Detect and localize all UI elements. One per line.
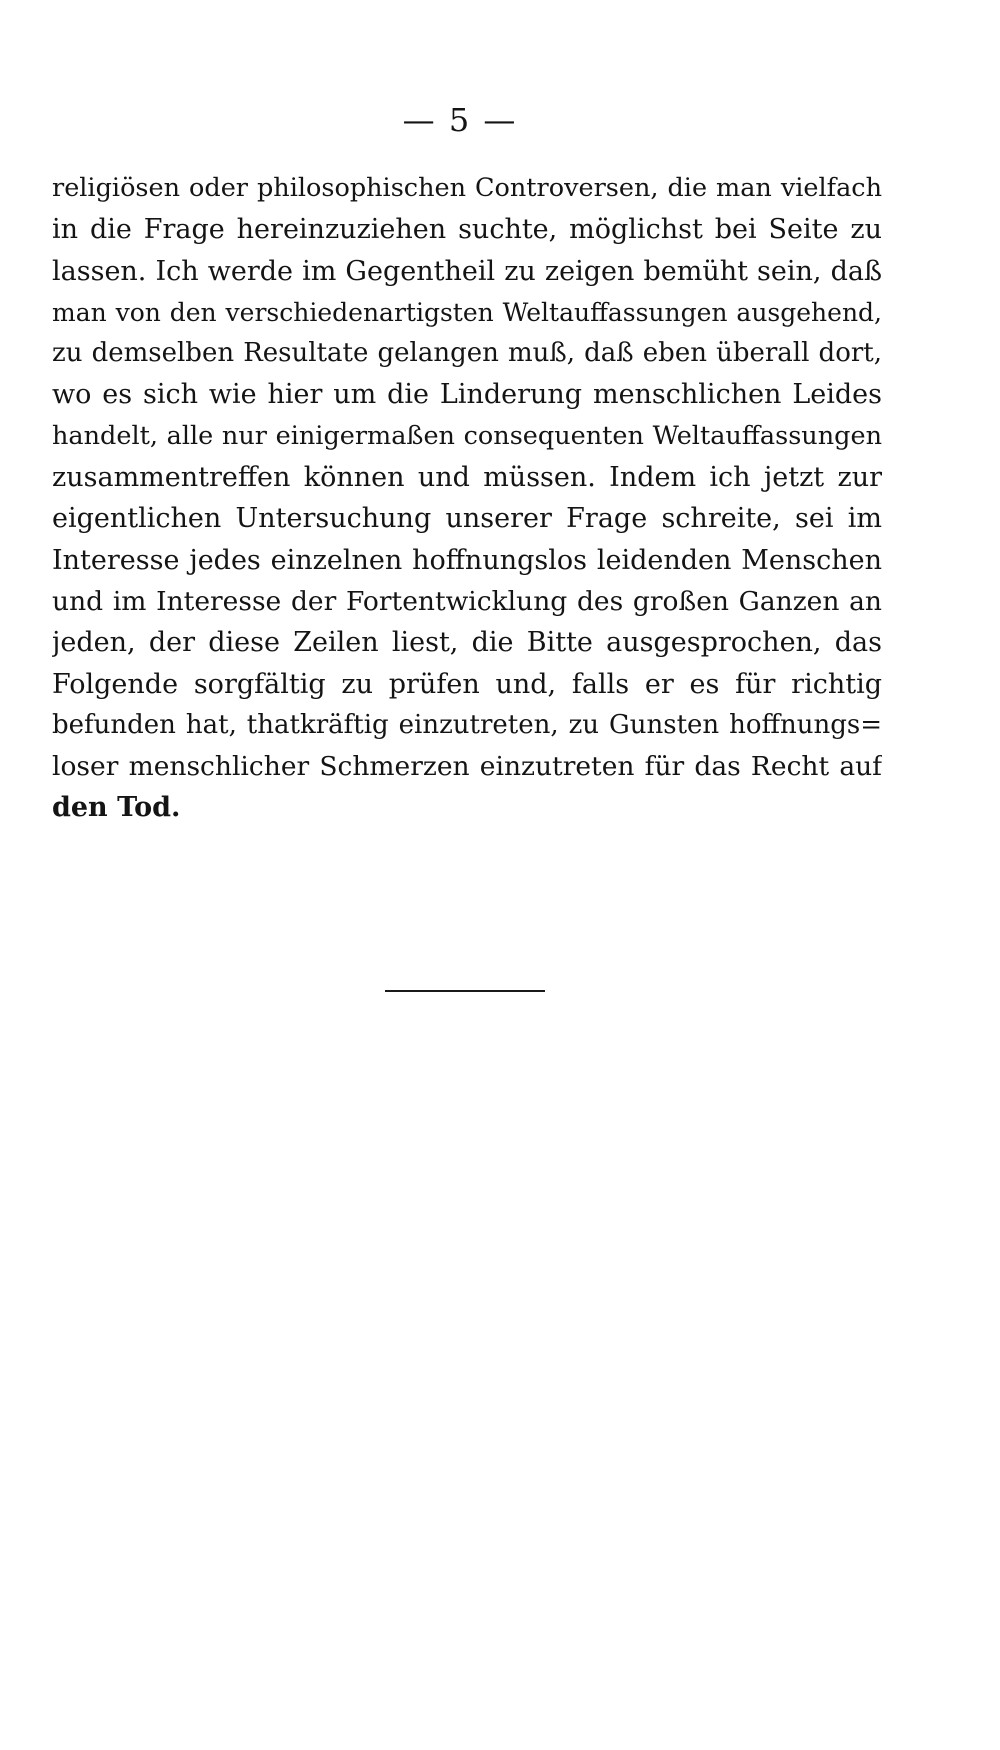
text-line: Interesse jedes einzelnen hoffnungslos leidenden Menschen [52, 544, 882, 576]
text-line: eigentlichen Untersuchung unserer Frage schreite, sei im [52, 503, 882, 535]
text-line: und im Interesse der Fortentwicklung des großen Ganzen an [52, 585, 882, 617]
text-line-final: den Tod. [52, 792, 181, 824]
text-line: befunden hat, thatkräftig einzutreten, zu Gunsten hoffnungs= [52, 709, 882, 740]
text-line: handelt, alle nur einigermaßen consequenten Weltauffassungen [52, 420, 882, 451]
text-line: lassen. Ich werde im Gegentheil zu zeigen bemüht sein, daß [52, 255, 882, 287]
text-line: in die Frage hereinzuziehen suchte, möglichst bei Seite zu [52, 214, 882, 246]
text-line: wo es sich wie hier um die Linderung menschlichen Leides [52, 379, 882, 411]
page-number: — 5 — [402, 101, 518, 139]
text-line: man von den verschiedenartigsten Weltauffassungen ausgehend, [52, 297, 882, 327]
text-line: jeden, der diese Zeilen liest, die Bitte ausgesprochen, das [52, 627, 882, 659]
text-line: zu demselben Resultate gelangen muß, daß eben überall dort, [52, 338, 882, 369]
body-text [52, 168, 882, 829]
section-divider [385, 990, 545, 992]
text-line: loser menschlicher Schmerzen einzutreten für das Recht auf [52, 751, 882, 783]
text-line: religiösen oder philosophischen Controversen, die man vielfach [52, 173, 882, 203]
text-line: Folgende sorgfältig zu prüfen und, falls er es für richtig [52, 668, 882, 700]
text-line: zusammentreffen können und müssen. Indem ich jetzt zur [52, 462, 882, 494]
